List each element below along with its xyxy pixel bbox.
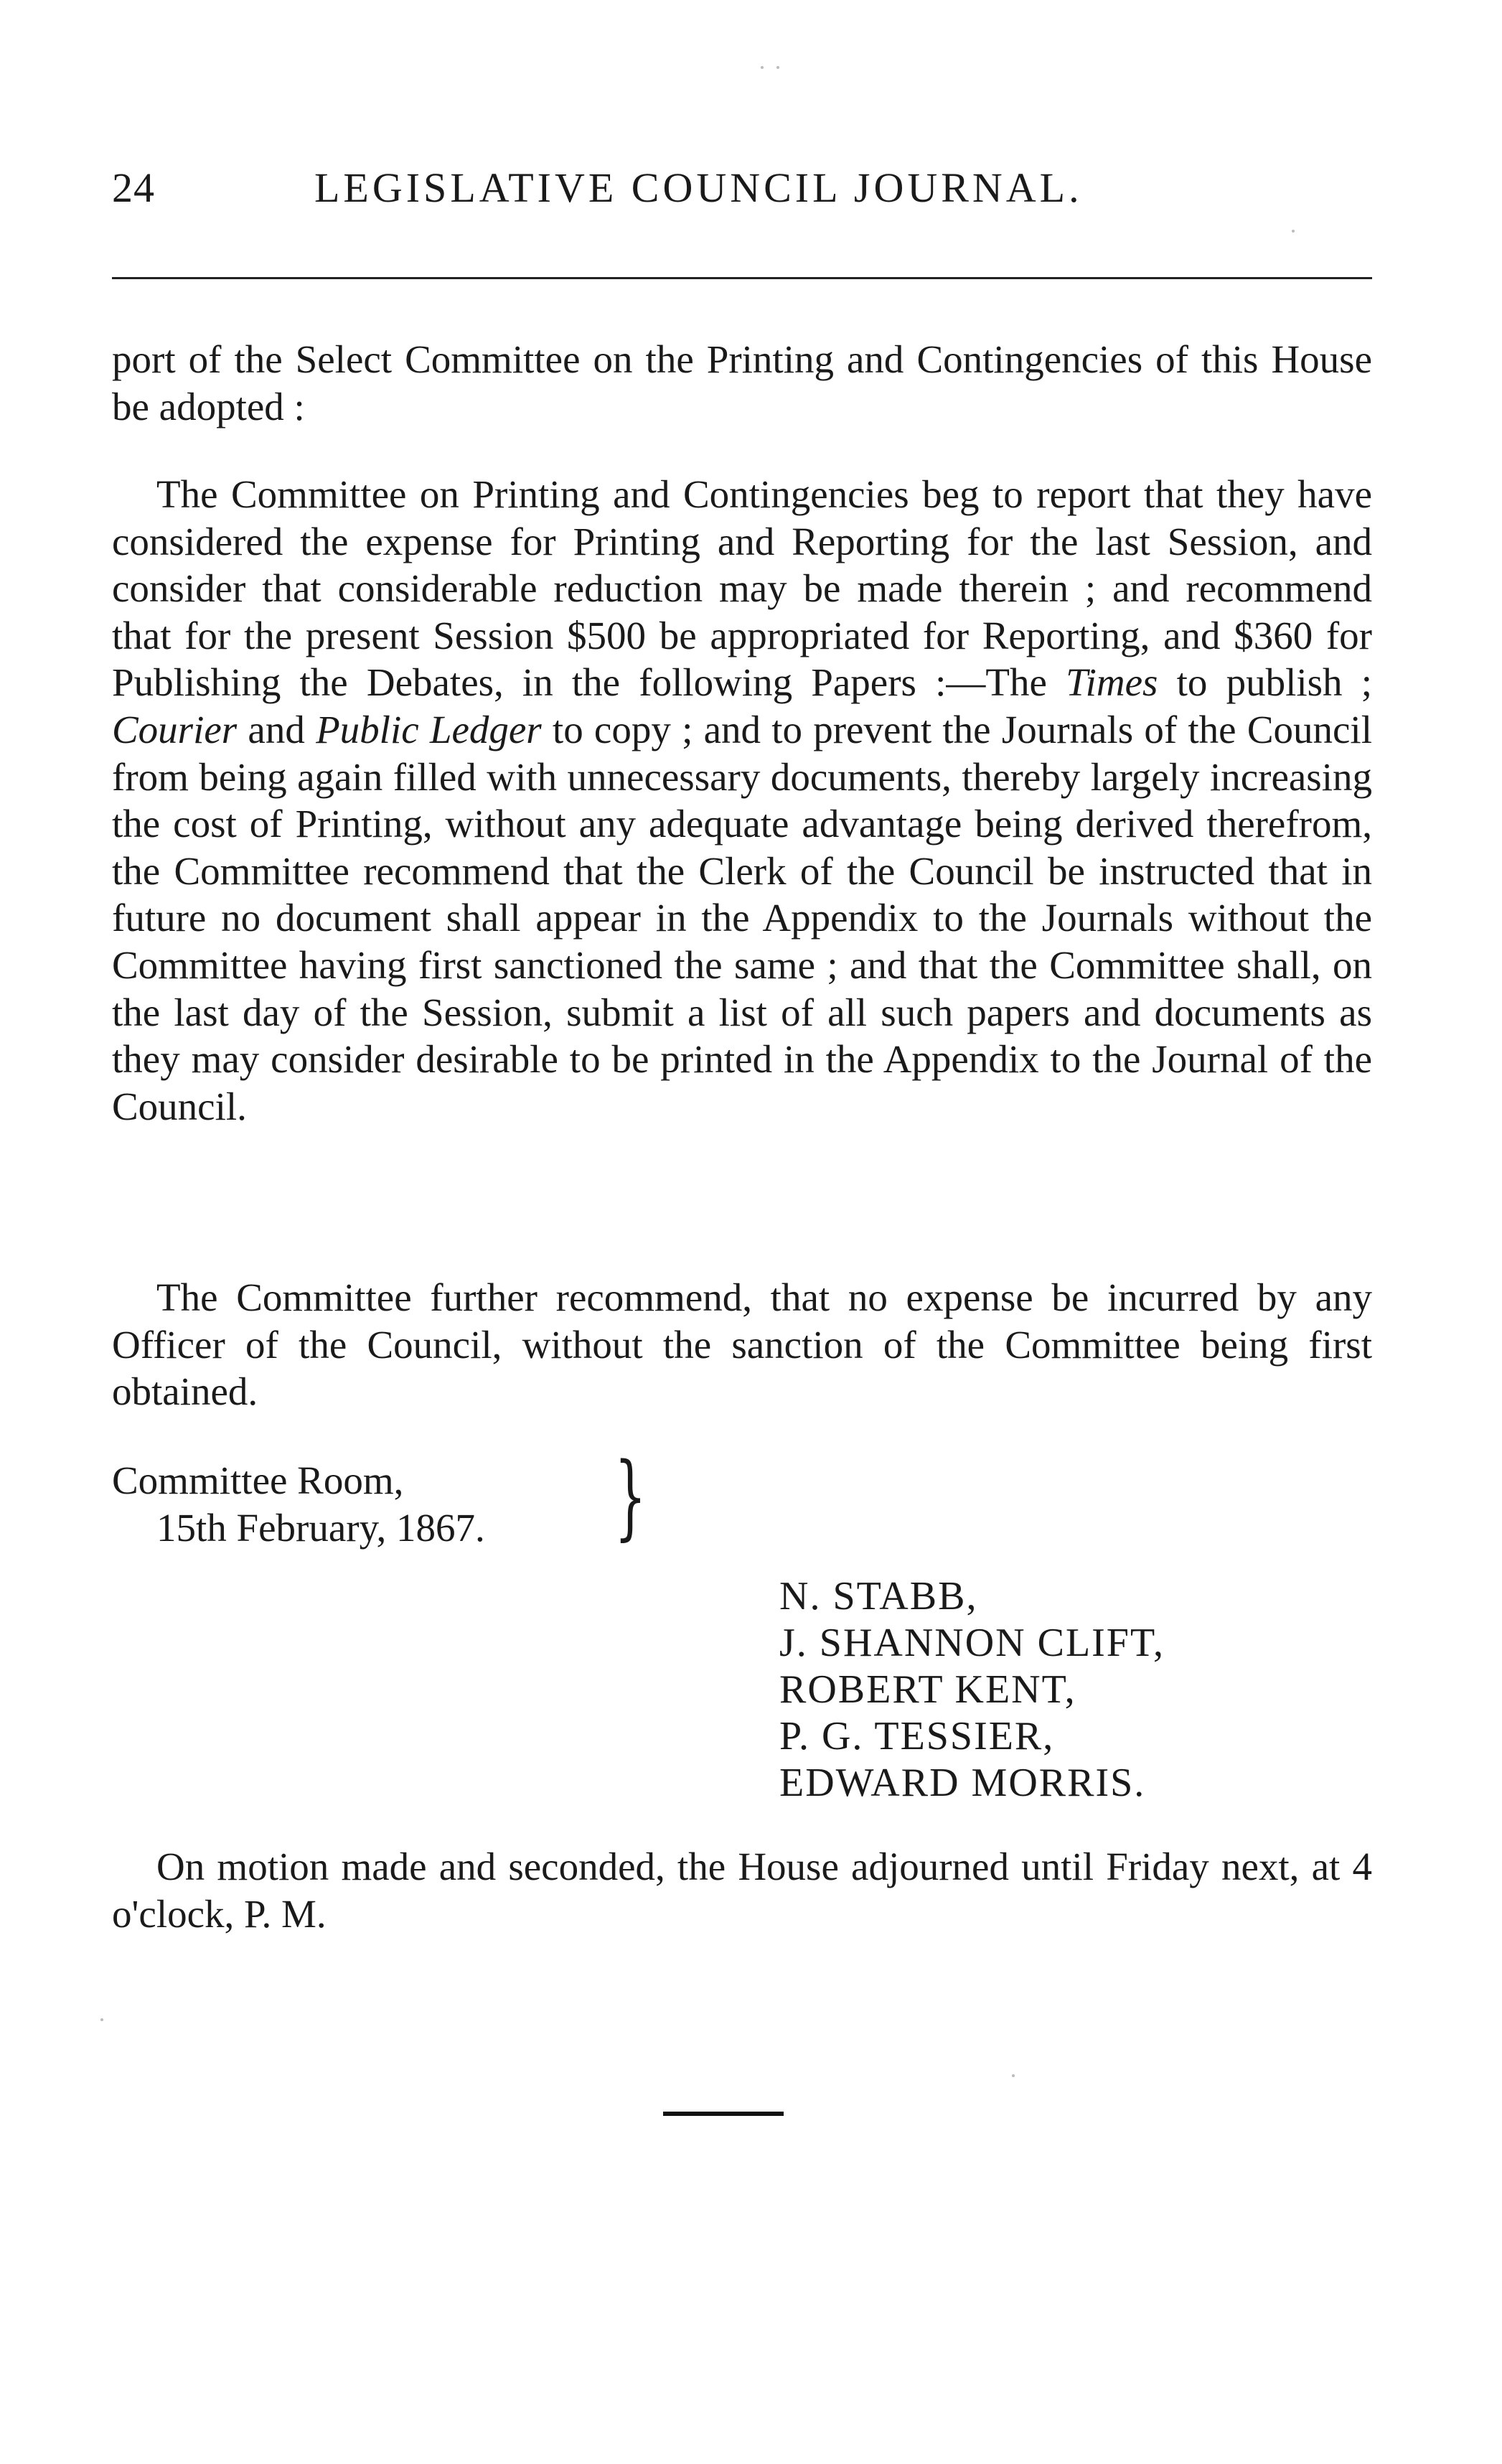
place-date-block [112, 1457, 485, 1552]
signature-morris: EDWARD MORRIS. [779, 1761, 1146, 1805]
header-rule [112, 277, 1372, 279]
committee-room-label: Committee Room, [112, 1458, 404, 1502]
motion-text: On motion made and seconded, the House adjourned until Friday next, at 4 o'clock, P. M. [112, 1845, 1372, 1936]
page-number: 24 [112, 164, 155, 211]
signature-tessier: P. G. TESSIER, [779, 1714, 1055, 1758]
print-speck [1012, 2074, 1015, 2077]
signatures-block [779, 1573, 1165, 1807]
times-newspaper-name: Times [1066, 660, 1158, 705]
print-speck [100, 2018, 103, 2021]
end-rule [663, 2112, 784, 2116]
print-speck [1292, 230, 1295, 233]
signature-kent: ROBERT KENT, [779, 1667, 1076, 1712]
further-text: The Committee further recommend, that no expense be incurred by any Officer of the Council, without the sanction of the Committee being first obtained. [112, 1275, 1372, 1414]
signature-stabb: N. STABB, [779, 1574, 978, 1619]
report-text-2: to publish ; [1158, 660, 1372, 705]
print-speck [776, 66, 779, 69]
adjournment-paragraph [112, 1843, 1372, 1937]
intro-paragraph [112, 336, 1372, 430]
report-date: 15th February, 1867. [156, 1506, 485, 1550]
report-text-4: to copy ; and to prevent the Journals of the Council from being again filled with unnecessary documents, thereby largely increasing the cost of Printing, without any adequate advantage being derived therefrom, the Committee recommend that the Clerk of the Council be instructed that in future no document shall appear in the Appendix to the Journals without the Committee having first sanctioned the same ; and that the Committee shall, on the last day of the Session, submit a list of all such papers and documents as they may consider desirable to be printed in the Appendix to the Journal of the Council. [112, 707, 1372, 1128]
public-ledger-newspaper-name: Public Ledger [316, 707, 542, 751]
intro-text: port of the Select Committee on the Printing and Contingencies of this House be adopted : [112, 337, 1372, 428]
signature-clift: J. SHANNON CLIFT, [779, 1621, 1165, 1665]
brace-glyph: } [614, 1443, 647, 1550]
courier-newspaper-name: Courier [112, 707, 238, 751]
page-header [112, 164, 1372, 221]
report-text-3: and [237, 707, 316, 751]
print-speck [761, 66, 764, 69]
report-text-1: The Committee on Printing and Contingencies beg to report that they have considered the expense for Printing and Reporting for the last Session, and consider that considerable reduction may be made therein ; and recommend that for the present Session $500 be appropriated for Reporting, and $360 for Publishing the Debates, in the following Papers :—The [112, 472, 1372, 705]
running-title: LEGISLATIVE COUNCIL JOURNAL. [314, 164, 1083, 211]
further-recommendation-paragraph [112, 1274, 1372, 1415]
report-paragraph [112, 471, 1372, 1130]
